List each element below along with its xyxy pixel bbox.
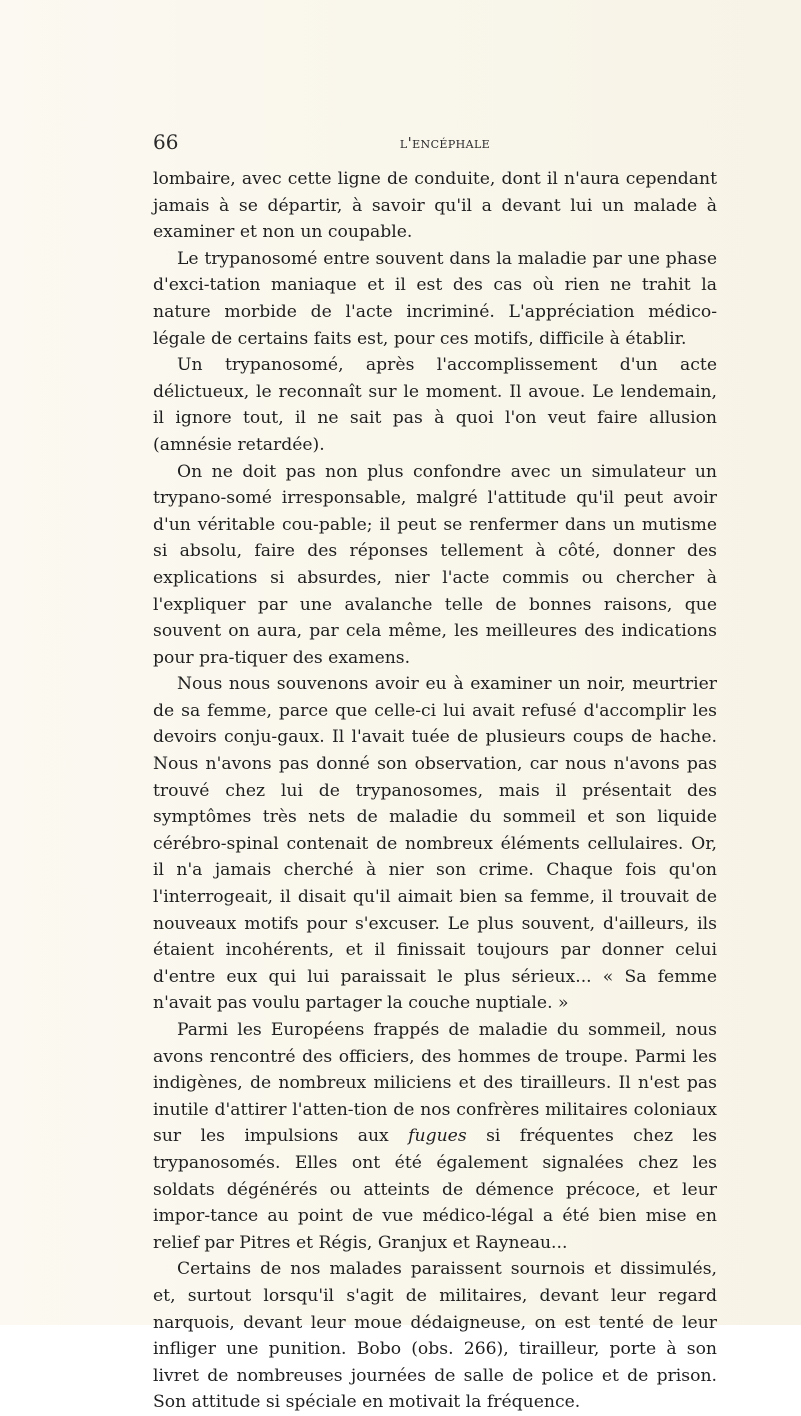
paragraph: Le trypanosomé entre souvent dans la maladie par une phase d'exci-tation maniaque et il est des cas où rien ne trahit la nature morbide de l'acte incriminé. L'appréciation médico-légale de certains faits est, pour ces motifs, difficile à établir. (153, 248, 717, 349)
paragraph: lombaire, avec cette ligne de conduite, dont il n'aura cependant jamais à se départir, à savoir qu'il a devant lui un malade à examiner et non un coupable. (153, 169, 717, 243)
emphasis-fugues: fugues (408, 1126, 467, 1147)
paragraph-text: Parmi les Européens frappés de maladie du sommeil, nous avons rencontré des officiers, des hommes de troupe. Parmi les indigènes, de nombreux miliciens et des tirailleurs. Il n'est pas inutile d'attirer l'atten-tion de nos confrères militaires coloniaux sur les impulsions aux (153, 1020, 717, 1147)
body-text (153, 166, 717, 1416)
paragraph: On ne doit pas non plus confondre avec un simulateur un trypano-somé irresponsable, malgré l'attitude qu'il peut avoir d'un véritable cou-pable; il peut se renfermer dans un mutisme si absolu, faire des réponses tellement à côté, donner des explications si absurdes, nier l'acte commis ou chercher à l'expliquer par une avalanche telle de bonnes raisons, que souvent on aura, par cela même, les meilleures des indications pour pra-tiquer des examens. (153, 461, 717, 668)
paragraph: Un trypanosomé, après l'accomplissement d'un acte délictueux, le reconnaît sur le moment. Il avoue. Le lendemain, il ignore tout, il ne sait pas à quoi l'on veut faire allusion (amnésie retardée). (153, 355, 717, 455)
page-number: 66 (153, 130, 179, 154)
paragraph (153, 1017, 717, 1256)
page-header (153, 130, 717, 156)
running-head: l'encéphale (399, 134, 491, 152)
paragraph-text: si fréquentes chez les trypanosomés. Elles ont été également signalées chez les soldats dégénérés ou atteints de démence précoce, et leur impor-tance au point de vue médico-légal a été bien mise en relief par Pitres et Régis, Granjux et Rayneau... (153, 1126, 717, 1253)
paragraph: Certains de nos malades paraissent sournois et dissimulés, et, surtout lorsqu'il s'agit de militaires, devant leur regard narquois, devant leur moue dédaigneuse, on est tenté de leur infliger une punition. Bobo (obs. 266), tirailleur, porte à son livret de nombreuses journées de salle de police et de prison. Son attitude si spéciale en motivait la fréquence. (153, 1259, 717, 1413)
paragraph: Nous nous souvenons avoir eu à examiner un noir, meurtrier de sa femme, parce que celle-ci lui avait refusé d'accomplir les devoirs conju-gaux. Il l'avait tuée de plusieurs coups de hache. Nous n'avons pas donné son observation, car nous n'avons pas trouvé chez lui de trypanosomes, mais il présentait des symptômes très nets de maladie du sommeil et son liquide cérébro-spinal contenait de nombreux éléments cellulaires. Or, il n'a jamais cherché à nier son crime. Chaque fois qu'on l'interrogeait, il disait qu'il aimait bien sa femme, il trouvait de nouveaux motifs pour s'excuser. Le plus souvent, d'ailleurs, ils étaient incohérents, et il finissait toujours par donner celui d'entre eux qui lui paraissait le plus sérieux... « Sa femme n'avait pas voulu partager la couche nuptiale. » (153, 674, 717, 1014)
